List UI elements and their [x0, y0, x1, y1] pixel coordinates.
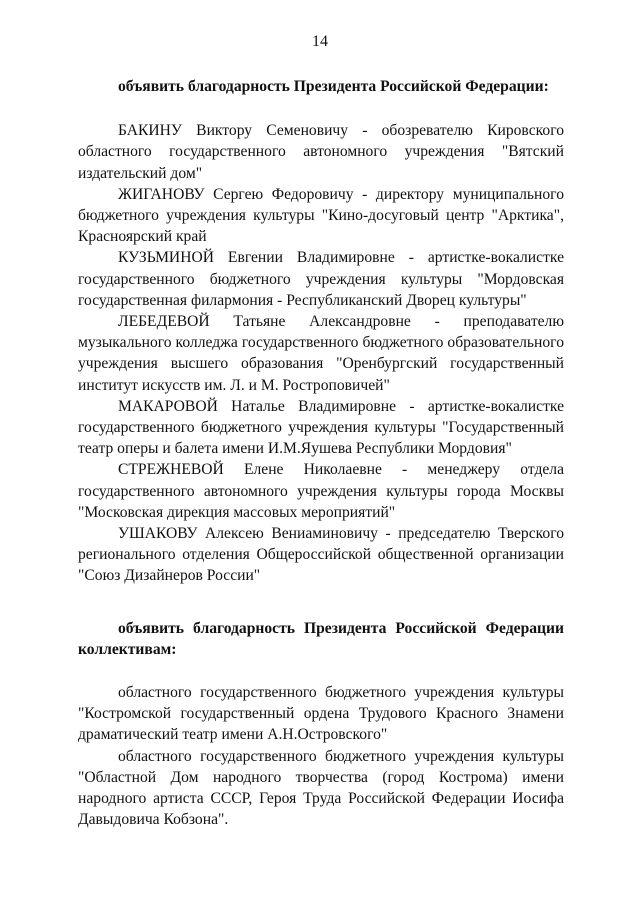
list-item: УШАКОВУ Алексею Вениаминовичу - председателю Тверского регионального отделения Общероссийской общественной организации "Союз Дизайнеров России" [78, 525, 564, 585]
document-body [78, 76, 564, 831]
list-item: МАКАРОВОЙ Наталье Владимировне - артистке-вокалистке государственного бюджетного учреждения культуры "Государственный театр оперы и балета имени И.М.Яушева Республики Мордовия" [78, 397, 564, 458]
page-number: 14 [312, 33, 328, 50]
section-heading-individuals: объявить благодарность Президента Российской Федерации: [118, 78, 549, 95]
section-heading-collectives: объявить благодарность Президента Российской Федерации коллективам: [78, 619, 564, 658]
list-item: БАКИНУ Виктору Семеновичу - обозревателю Кировского областного государственного автономного учреждения "Вятский издательский дом" [78, 122, 564, 182]
list-item: областного государственного бюджетного учреждения культуры "Областной Дом народного творчества (город Кострома) имени народного артиста СССР, Героя Труда Российской Федерации Иосифа Давыдовича Кобзона". [78, 747, 564, 829]
list-item: КУЗЬМИНОЙ Евгении Владимировне - артистке-вокалистке государственного бюджетного учреждения культуры "Мордовская государственная филармония - Республиканский Дворец культуры" [78, 249, 564, 309]
list-item: СТРЕЖНЕВОЙ Елене Николаевне - менеджеру отдела государственного автономного учреждения культуры города Москвы "Московская дирекция массовых мероприятий" [78, 461, 564, 521]
list-item: ЖИГАНОВУ Сергею Федоровичу - директору муниципального бюджетного учреждения культуры "Кино-досуговый центр "Арктика", Красноярский край [78, 185, 564, 246]
list-item: областного государственного бюджетного учреждения культуры "Костромской государственный ордена Трудового Красного Знамени драматический театр имени А.Н.Островского" [78, 684, 564, 744]
list-item: ЛЕБЕДЕВОЙ Татьяне Александровне - преподавателю музыкального колледжа государственного бюджетного образовательного учреждения высшего образования "Оренбургский государственный институт искусств им. Л. и М. Ростроповичей" [78, 313, 564, 394]
